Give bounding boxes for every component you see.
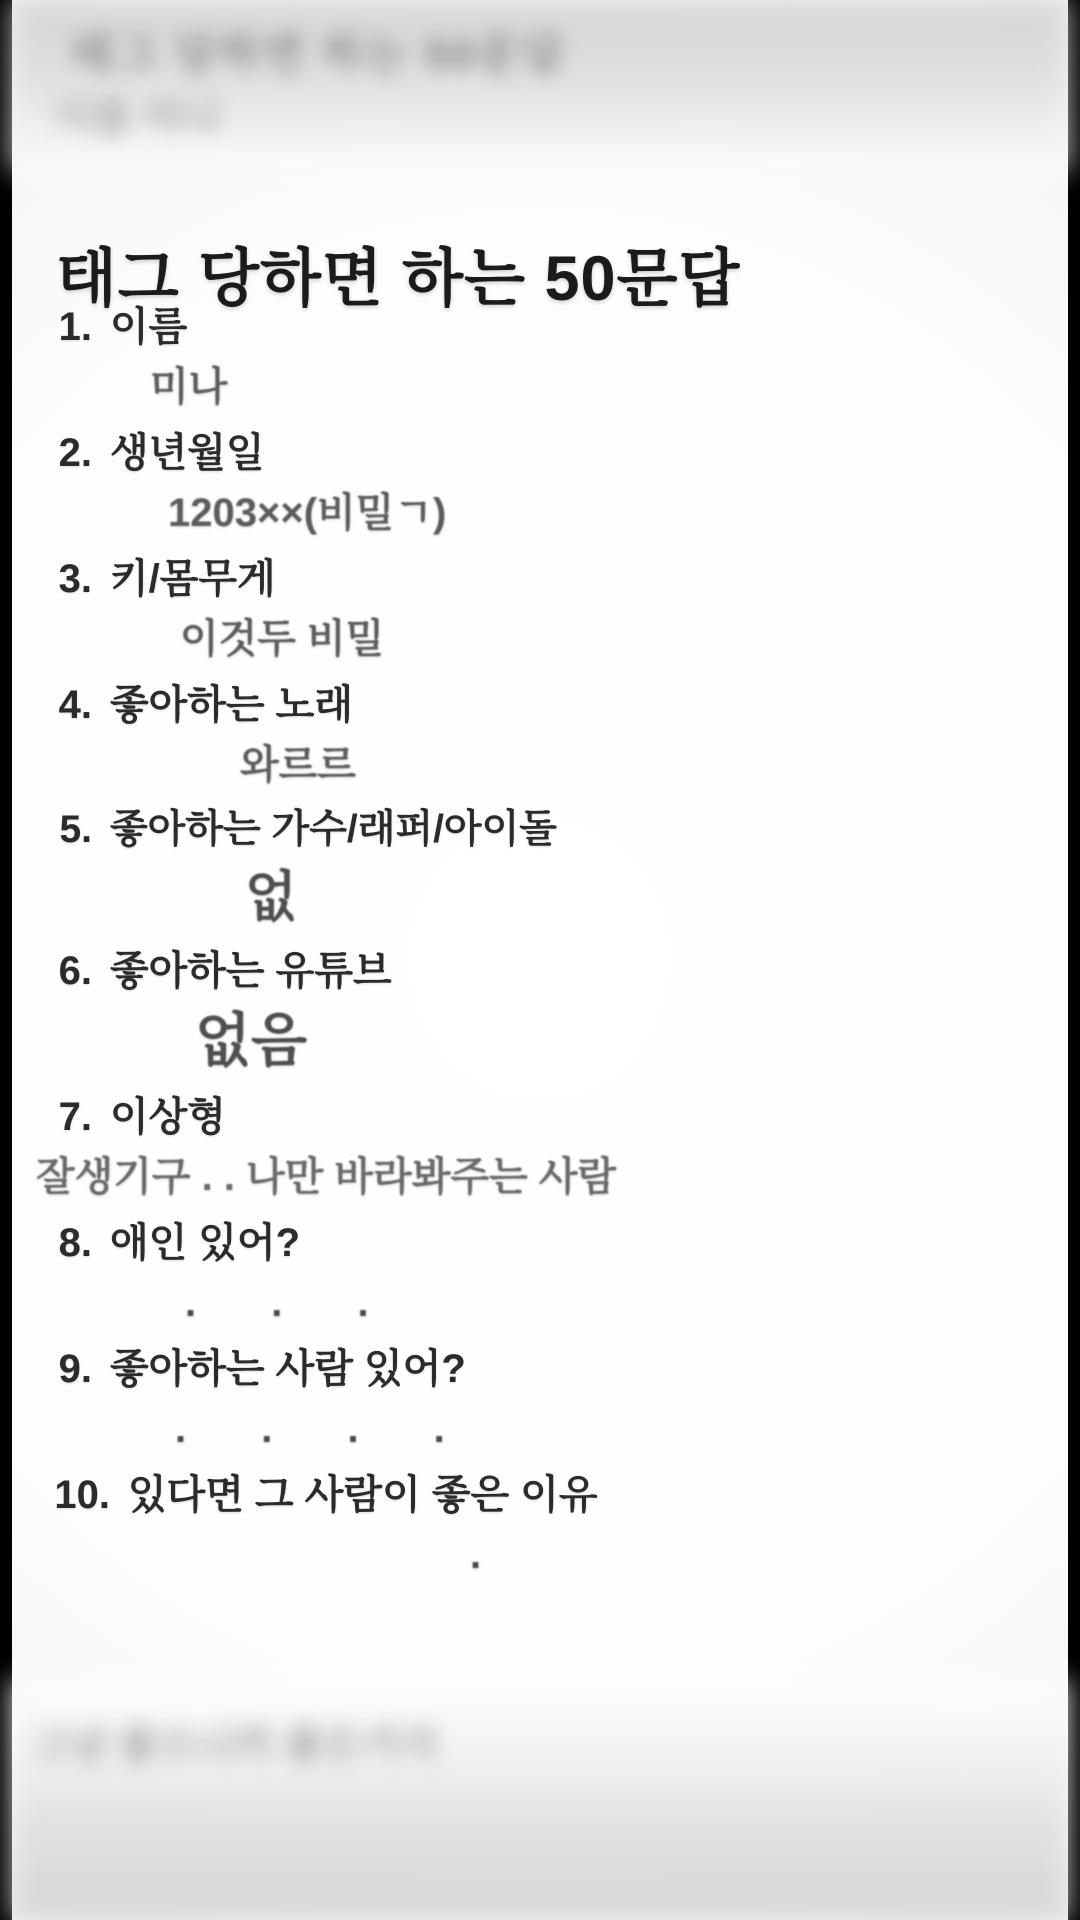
question-text-3: 키/몸무게 [110, 557, 276, 601]
question-row-2 [0, 431, 1080, 475]
qa-item-1 [0, 305, 1080, 409]
qa-item-2 [0, 431, 1080, 535]
qa-item-3 [0, 557, 1080, 661]
qa-list [0, 305, 1080, 1599]
question-number-2: 2. [58, 431, 92, 475]
question-row-5 [0, 809, 1080, 852]
answer-text-10: . [470, 1533, 482, 1578]
top-cropped-text-secondary: 이름 미나 [55, 96, 221, 140]
question-number-7: 7. [58, 1095, 92, 1140]
answer-text-1: 미나 [150, 365, 228, 409]
top-cropped-text: 태그 당하면 하는 50문답 [70, 30, 567, 79]
qa-item-9 [0, 1347, 1080, 1451]
answer-text-8: . . . [185, 1281, 401, 1326]
question-text-1: 이름 [110, 305, 188, 349]
question-text-4: 좋아하는 노래 [110, 683, 353, 727]
question-row-1 [0, 305, 1080, 349]
question-number-3: 3. [58, 557, 92, 601]
answer-text-7: 잘생기구 . . 나만 바라봐주는 사람 [36, 1155, 617, 1200]
question-text-10: 있다면 그 사람이 좋은 이유 [128, 1473, 598, 1518]
question-row-8 [0, 1221, 1080, 1265]
answer-text-4: 와르르 [240, 743, 356, 787]
question-number-5: 5. [59, 808, 92, 851]
page-title: 태그 당하면 하는 50문답 [56, 244, 741, 314]
question-text-8: 애인 있어? [110, 1221, 301, 1266]
question-number-9: 9. [58, 1347, 92, 1392]
question-row-4 [0, 683, 1080, 727]
question-row-9 [0, 1347, 1080, 1391]
answer-text-2: 1203××(비밀ㄱ) [168, 491, 447, 535]
question-text-2: 생년월일 [110, 431, 265, 475]
question-number-10: 10. [54, 1473, 110, 1518]
qa-item-4 [0, 683, 1080, 787]
qa-item-6 [0, 949, 1080, 1073]
question-text-7: 이상형 [110, 1095, 226, 1140]
answer-text-5: 없 [245, 866, 298, 927]
question-number-4: 4. [58, 683, 92, 727]
qa-item-7 [0, 1095, 1080, 1199]
bottom-cropped-text: 그냥 좋으니까 좋은거지 [30, 1723, 439, 1767]
question-row-3 [0, 557, 1080, 601]
question-text-5: 좋아하는 가수/래퍼/아이돌 [110, 808, 557, 851]
question-row-7 [0, 1095, 1080, 1139]
answer-text-6: 없음 [195, 1008, 308, 1074]
question-number-1: 1. [58, 305, 92, 349]
question-text-6: 좋아하는 유튜브 [110, 949, 392, 994]
question-text-9: 좋아하는 사람 있어? [110, 1347, 466, 1392]
answer-text-3: 이것두 비밀 [180, 617, 385, 661]
qa-item-8 [0, 1221, 1080, 1325]
answer-text-9: . . . . [175, 1407, 477, 1452]
qa-item-10 [0, 1473, 1080, 1577]
question-number-6: 6. [58, 949, 92, 994]
question-number-8: 8. [58, 1221, 92, 1266]
qa-item-5 [0, 809, 1080, 927]
question-row-10 [0, 1473, 1080, 1517]
question-row-6 [0, 949, 1080, 993]
